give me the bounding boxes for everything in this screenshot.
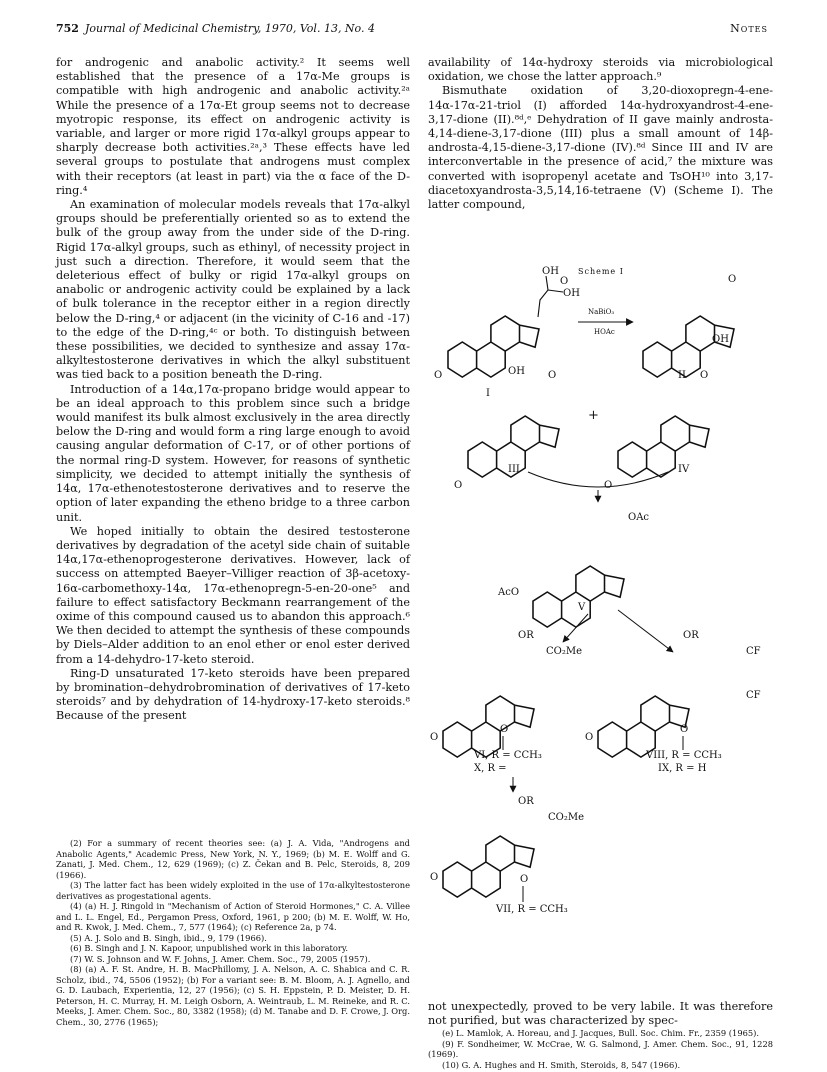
compound-I	[434, 266, 580, 399]
compound-VII	[430, 796, 584, 915]
paragraph: An examination of molecular models reveals that 17α-alkyl groups should be preferentially oriented so as to extend the bulk of the group away from the under side of the D-ring. Rigid 17α-alkyl groups, such as ethinyl, of necessity project in just such a direction. Therefore, it would seem that the deleterious effect of bulky or rigid 17α-alkyl groups on anabolic or androgenic activity could be explained by a lack of bulk tolerance in the receptor either in a region directly below the D-ring,⁴ or adjacent (in the vicinity of C-16 and -17) to the edge of the D-ring,⁴ᶜ or both. To distinguish between these possibilities, we decided to synthesize and assay 17α-alkyltestosterone derivatives in which the alkyl substituent was tied back to a position beneath the D-ring.	[56, 198, 410, 382]
svg-text:O: O	[680, 724, 689, 735]
footnote: (7) W. S. Johnson and W. F. Johns, J. Amer. Chem. Soc., 79, 2005 (1957).	[70, 953, 371, 964]
svg-text:O: O	[430, 732, 439, 743]
svg-text:CO₂Me: CO₂Me	[546, 646, 583, 657]
svg-text:O: O	[560, 276, 569, 287]
label-V: V	[578, 602, 586, 613]
journal-citation: Journal of Medicinal Chemistry, 1970, Vol. 13, No. 4	[84, 22, 375, 35]
paragraph: not unexpectedly, proved to be very labile. It was therefore not purified, but was characterized by spec-	[428, 1000, 773, 1028]
label-VIII: VIII, R = CCH₃	[646, 750, 722, 761]
svg-text:OH: OH	[563, 288, 580, 299]
right-column-bottom	[428, 1000, 773, 1028]
label-II: II	[678, 370, 686, 381]
footnote: (10) G. A. Hughes and H. Smith, Steroids, 8, 547 (1966).	[442, 1059, 681, 1070]
svg-text:OR: OR	[518, 796, 534, 807]
svg-text:O: O	[430, 872, 439, 883]
paragraph: We hoped initially to obtain the desired testosterone derivatives by degradation of the acetyl side chain of suitable 14α,17α-ethenoprogesterone derivatives. However, lack of success on attempted Baeyer–Villiger reaction of 3β-acetoxy-16α-carbomethoxy-14α, 17α-ethenopregn-5-en-20-one⁵ and failure to effect satisfactory Beckmann rearrangement of the oxime of this compound caused us to abandon this approach.⁶ We then decided to attempt the synthesis of these compounds by Diels–Alder addition to an enol ether or enol ester derived from a 14-dehydro-17-keto steroid.	[56, 524, 410, 666]
left-column	[56, 56, 410, 724]
svg-text:OR: OR	[518, 630, 534, 641]
footnote: (8) (a) A. F. St. Andre, H. B. MacPhillomy, J. A. Nelson, A. C. Shabica and C. R. Scholz, ibid., 74, 5506 (1952); (b) For a variant see: B. M. Bloom, A. J. Agnello, and G. D. Laubach, Experientia, 12, 27 (1956); (c) S. H. Eppstein, P. D. Meister, D. H. Peterson, H. C. Murray, H. M. Leigh Osborn, A. Weintraub, L. M. Reineke, and R. C. Meeks, J. Amer. Chem. Soc., 80, 3382 (1958); (d) M. Tanabe and D. F. Crowe, J. Org. Chem., 30, 2776 (1965);	[56, 964, 410, 1027]
svg-text:O: O	[548, 370, 557, 381]
svg-text:CO₂Me: CO₂Me	[548, 812, 585, 823]
reagent-bottom: HOAc	[594, 328, 615, 336]
compound-V	[497, 512, 649, 627]
footnote: (4) (a) H. J. Ringold in "Mechanism of Action of Steroid Hormones," C. A. Villee and L. L. Engel, Ed., Pergamon Press, Oxford, 1961, p 200; (b) M. E. Wolff, W. Ho, and R. Kwok, J. Med. Chem., 7, 577 (1964); (c) Reference 2a, p 74.	[56, 901, 410, 932]
plus-sign: +	[588, 408, 599, 423]
paragraph: for androgenic and anabolic activity.² It seems well established that the presence of a 17α-Me groups is compatible with high androgenic and anabolic activity.²ᵃ While the presence of a 17α-Et group seems not to decrease myotropic response, its effect on androgenic activity is variable, and larger or more rigid 17α-alkyl groups appear to sharply decrease both activities.²ᵃ,³ These effects have led several groups to postulate that androgens must complex with their receptors (at least in part) via the α face of the D-ring.⁴	[56, 56, 410, 197]
svg-text:O: O	[728, 274, 737, 285]
svg-text:O: O	[604, 480, 613, 491]
label-III: III	[508, 464, 520, 475]
paragraph: availability of 14α-hydroxy steroids via microbiological oxidation, we chose the latter approach.⁹	[428, 56, 773, 84]
reagent-top: NaBiO₃	[588, 308, 615, 316]
svg-text:O: O	[500, 724, 509, 735]
compound-IV	[604, 370, 709, 491]
page-number: 752	[56, 22, 79, 35]
svg-text:OH: OH	[542, 266, 559, 277]
svg-text:OAc: OAc	[628, 512, 650, 523]
compound-VI	[430, 630, 582, 774]
label-X: X, R =	[474, 763, 507, 774]
footnotes-left	[56, 838, 410, 1027]
svg-text:O: O	[434, 370, 443, 381]
svg-text:O: O	[700, 370, 709, 381]
scheme-title: Scheme I	[578, 267, 624, 276]
svg-text:CF: CF	[746, 646, 761, 657]
svg-text:O: O	[520, 874, 529, 885]
paragraph: Bismuthate oxidation of 3,20-dioxopregn-4-ene-14α-17α-21-triol (I) afforded 14α-hydroxyandrost-4-ene-3,17-dione (II).⁸ᵈ,ᵉ Dehydration of II gave mainly androsta-4,14-diene-3,17-dione (III) plus a small amount of 14β-androsta-4,15-diene-3,17-dione (IV).⁸ᵈ Since III and IV are interconvertable in the presence of acid,⁷ the mixture was converted with isopropenyl acetate and TsOH¹⁰ into 3,17-diacetoxyandrosta-3,5,14,16-tetraene (V) (Scheme I). The latter compound,	[428, 84, 773, 212]
svg-text:OH: OH	[508, 366, 525, 377]
label-IV: IV	[678, 464, 690, 475]
paragraph: Introduction of a 14α,17α-propano bridge would appear to be an ideal approach to this problem since such a bridge would manifest its bulk almost exclusively in the area directly below the D-ring and would form a ring large enough to avoid causing angular deformation of C-17, or of other portions of the normal ring-D system. However, for reasons of synthetic simplicity, we decided to attempt initially the synthesis of 14α, 17α-ethenotestosterone derivatives and to reserve the option of later expanding the etheno bridge to a three carbon unit.	[56, 382, 410, 524]
compound-III	[454, 370, 559, 491]
footnote: (5) A. J. Solo and B. Singh, ibid., 9, 179 (1966).	[70, 932, 267, 943]
footnote: (3) The latter fact has been widely exploited in the use of 17α-alkyltestosterone derivatives as progestational agents.	[56, 880, 410, 901]
running-header	[56, 22, 768, 38]
svg-text:OR: OR	[683, 630, 699, 641]
label-IX: IX, R = H	[658, 763, 707, 774]
svg-text:OH: OH	[712, 334, 729, 345]
footnote: (6) B. Singh and J. N. Kapoor, unpublished work in this laboratory.	[70, 943, 349, 953]
label-I: I	[486, 388, 490, 399]
label-VI: VI, R = CCH₃	[474, 750, 542, 761]
svg-text:CF: CF	[746, 690, 761, 701]
footnote: (e) L. Mamlok, A. Horeau, and J. Jacques, Bull. Soc. Chim. Fr., 2359 (1965).	[442, 1028, 760, 1038]
right-column-top	[428, 56, 773, 212]
svg-text:AcO: AcO	[498, 587, 520, 598]
footnote: (2) For a summary of recent theories see: (a) J. A. Vida, "Androgens and Anabolic Agents," Academic Press, New York, N. Y., 1969; (b) M. E. Wolff and G. Zanati, J. Med. Chem., 12, 629 (1969); (c) Z. Čekan and B. Pelc, Steroids, 8, 209 (1966).	[56, 838, 410, 880]
svg-text:O: O	[585, 732, 594, 743]
footnotes-right	[428, 1028, 773, 1070]
label-VII: VII, R = CCH₃	[496, 904, 568, 915]
paragraph: Ring-D unsaturated 17-keto steroids have been prepared by bromination–dehydrobromination of derivatives of 17-keto steroids⁷ and by dehydration of 14-hydroxy-17-keto steroids.⁸ Because of the present	[56, 666, 410, 723]
compound-II	[643, 274, 736, 381]
footnote: (9) F. Sondheimer, W. McCrae, W. G. Salmond, J. Amer. Chem. Soc., 91, 1228 (1969).	[428, 1038, 773, 1059]
section-name: Notes	[730, 22, 768, 35]
svg-text:O: O	[454, 480, 463, 491]
reaction-scheme	[428, 262, 773, 992]
